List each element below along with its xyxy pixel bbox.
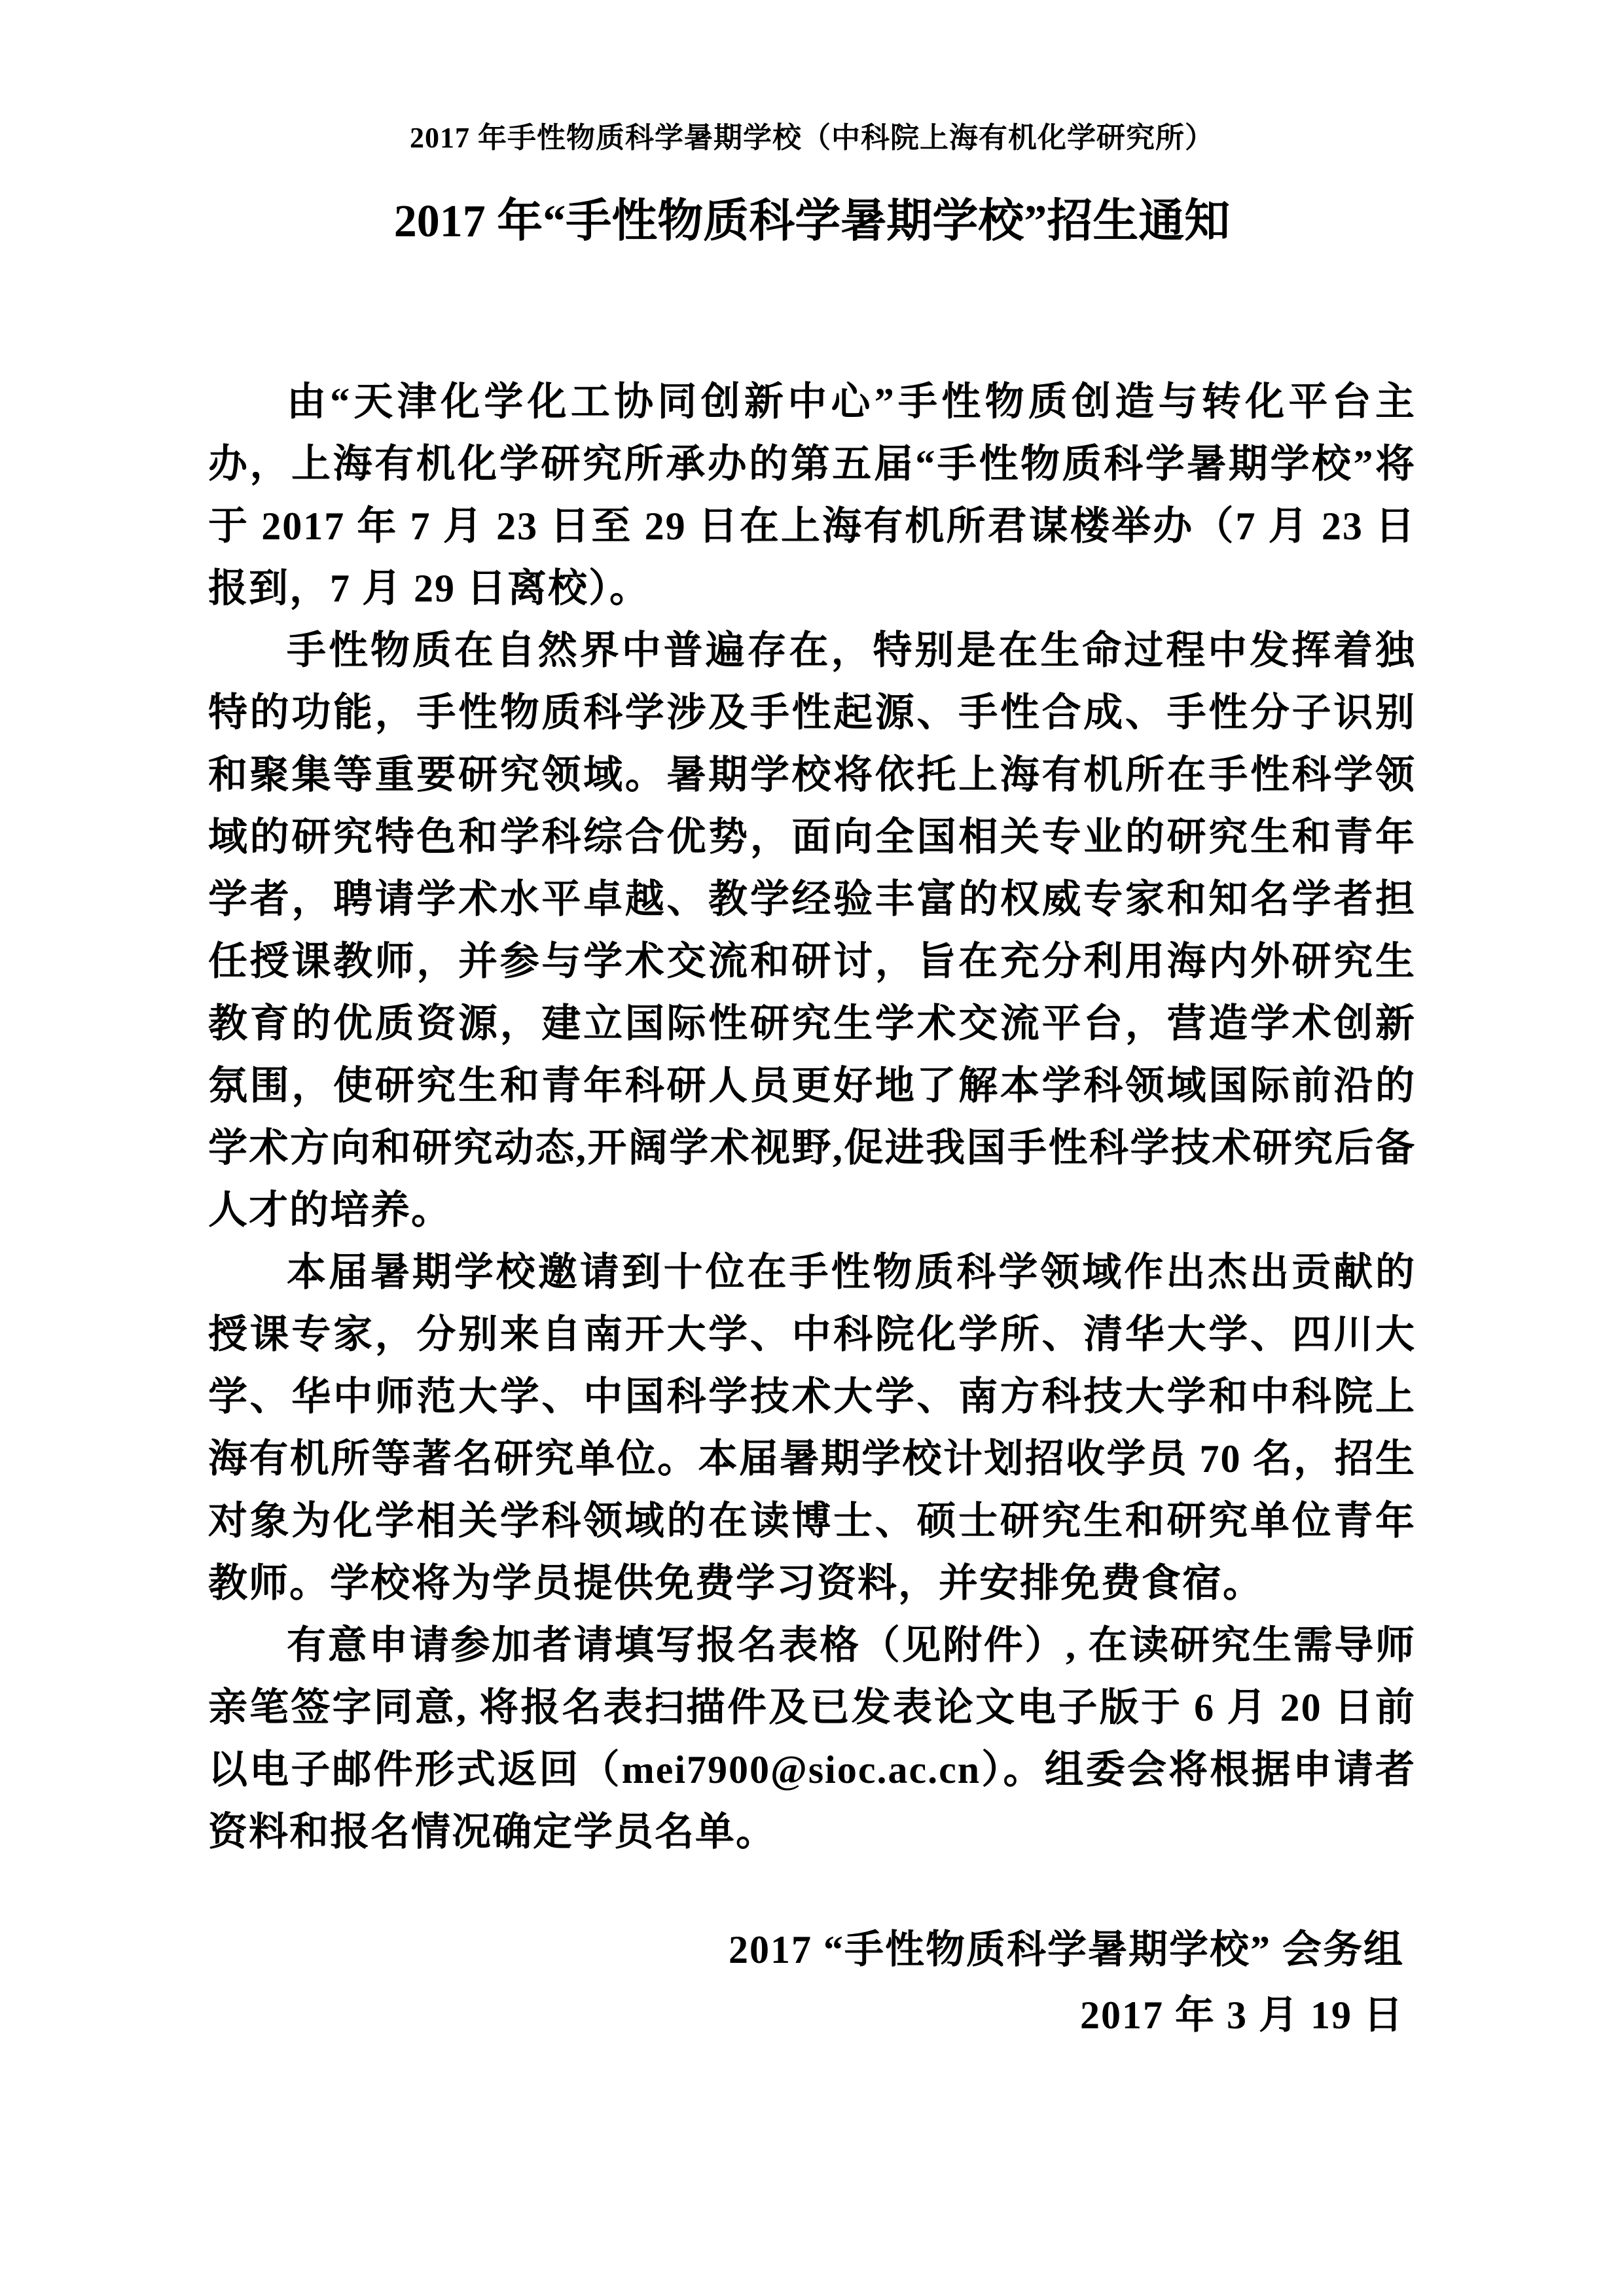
document-running-header: 2017 年手性物质科学暑期学校（中科院上海有机化学研究所） <box>410 122 1214 154</box>
paragraph-application: 有意申请参加者请填写报名表格（见附件）, 在读研究生需导师亲笔签字同意, 将报名表扫描件及已发表论文电子版于 6 月 20 日前以电子邮件形式返回（mei7900@sioc.ac.cn）。组委会将根据申请者资料和报名情况确定学员名单。 <box>208 1624 1416 1854</box>
paragraph-overview: 由“天津化学化工协同创新中心”手性物质创造与转化平台主办，上海有机化学研究所承办的第五届“手性物质科学暑期学校”将于 2017 年 7 月 23 日至 29 日在上海有机所君谋楼举办（7 月 23 日报到，7 月 29 日离校）。 <box>208 380 1416 610</box>
document-body <box>208 371 1416 1863</box>
signature-organization: 2017 “手性物质科学暑期学校” 会务组 <box>729 1928 1404 1971</box>
paragraph-faculty-enrollment: 本届暑期学校邀请到十位在手性物质科学领域作出杰出贡献的授课专家，分别来自南开大学、中科院化学所、清华大学、四川大学、华中师范大学、中国科学技术大学、南方科技大学和中科院上海有机所等著名研究单位。本届暑期学校计划招收学员 70 名，招生对象为化学相关学科领域的在读博士、硕士研究生和研究单位青年教师。学校将为学员提供免费学习资料，并安排免费食宿。 <box>208 1251 1416 1605</box>
document-title: 2017 年“手性物质科学暑期学校”招生通知 <box>393 196 1231 247</box>
signature-block <box>208 1917 1416 2048</box>
signature-date: 2017 年 3 月 19 日 <box>1080 1994 1404 2037</box>
paragraph-background: 手性物质在自然界中普遍存在，特别是在生命过程中发挥着独特的功能，手性物质科学涉及手性起源、手性合成、手性分子识别和聚集等重要研究领域。暑期学校将依托上海有机所在手性科学领域的研究特色和学科综合优势，面向全国相关专业的研究生和青年学者，聘请学术水平卓越、教学经验丰富的权威专家和知名学者担任授课教师，并参与学术交流和研讨，旨在充分利用海内外研究生教育的优质资源，建立国际性研究生学术交流平台，营造学术创新氛围，使研究生和青年科研人员更好地了解本学科领域国际前沿的学术方向和研究动态,开阔学术视野,促进我国手性科学技术研究后备人才的培养。 <box>208 629 1416 1232</box>
